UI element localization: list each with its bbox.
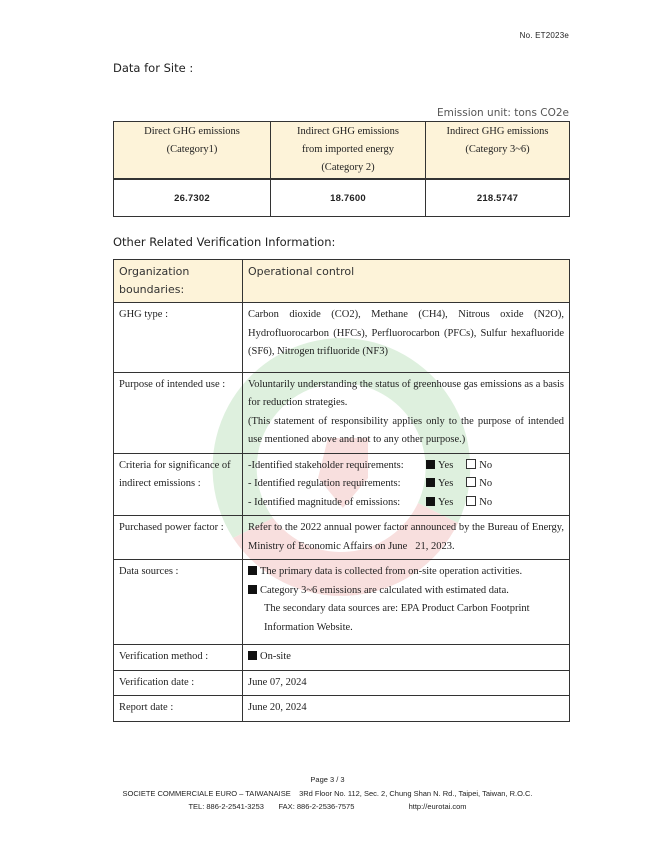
- criteria-regulation: - Identified regulation requirements: Yes No: [248, 478, 493, 489]
- checked-box-icon: [426, 497, 435, 506]
- boundaries-value: Operational control: [243, 260, 570, 303]
- boundaries-label: Organization boundaries:: [114, 260, 243, 303]
- report-date-value: June 20, 2024: [243, 696, 570, 722]
- ghg-type-label: GHG type :: [114, 303, 243, 373]
- tel: TEL: 886-2-2541-3253: [188, 802, 264, 811]
- purpose-value: [243, 372, 570, 453]
- company-address: SOCIETE COMMERCIALE EURO – TAIWANAISE 3Rd Floor No. 112, Sec. 2, Chung Shan N. Rd., Taipei, Taiwan, R.O.C.: [122, 789, 533, 798]
- row-boundaries: [114, 260, 570, 303]
- verification-info-table: [113, 259, 570, 722]
- verification-method-label: Verification method :: [114, 645, 243, 671]
- value-direct: 26.7302: [114, 179, 271, 217]
- criteria-magnitude: - Identified magnitude of emissions: Yes No: [248, 496, 493, 508]
- fax: FAX: 886-2-2536-7575: [278, 802, 355, 811]
- purpose-label: Purpose of intended use :: [114, 372, 243, 453]
- criteria-stakeholder: -Identified stakeholder requirements: Yes No: [248, 459, 493, 471]
- row-verification-method: [114, 645, 570, 671]
- verification-date-value: June 07, 2024: [243, 670, 570, 696]
- criteria-label: Criteria for significance of indirect emissions :: [114, 453, 243, 516]
- unchecked-box-icon: [466, 496, 476, 506]
- row-report-date: [114, 696, 570, 722]
- emissions-table: [113, 121, 570, 217]
- row-ghg-type: [114, 303, 570, 373]
- row-purpose: [114, 372, 570, 453]
- report-date-label: Report date :: [114, 696, 243, 722]
- checked-box-icon: [248, 651, 257, 660]
- checked-box-icon: [248, 585, 257, 594]
- checked-box-icon: [248, 566, 257, 575]
- purpose-text: Voluntarily understanding the status of greenhouse gas emissions as a basis for reduction strategies.: [248, 378, 564, 408]
- purpose-note: (This statement of responsibility applies only to the purpose of intended use mentioned above and not to any other purpose.): [248, 415, 564, 445]
- page-number: Page 3 / 3: [310, 775, 345, 784]
- power-factor-value: Refer to the 2022 annual power factor announced by the Bureau of Energy, Ministry of Economic Affairs on June 21, 2023.: [243, 516, 570, 560]
- other-info-title: Other Related Verification Information:: [113, 235, 336, 249]
- header-direct: Direct GHG emissions (Category1): [114, 122, 271, 180]
- power-factor-label: Purchased power factor :: [114, 516, 243, 560]
- verification-method-value: On-site: [243, 645, 570, 671]
- value-indirect-energy: 18.7600: [271, 179, 426, 217]
- checked-box-icon: [426, 460, 435, 469]
- document-number: No. ET2023e: [519, 31, 569, 40]
- data-sources-label: Data sources :: [114, 560, 243, 645]
- row-power-factor: [114, 516, 570, 560]
- row-verification-date: [114, 670, 570, 696]
- emissions-header-row: [114, 122, 570, 180]
- website-link[interactable]: http://eurotai.com: [408, 802, 467, 811]
- criteria-value: [243, 453, 570, 516]
- site-data-title: Data for Site :: [113, 61, 194, 75]
- row-data-sources: [114, 560, 570, 645]
- emission-unit: Emission unit: tons CO2e: [436, 107, 569, 119]
- emissions-value-row: [114, 179, 570, 217]
- verification-date-label: Verification date :: [114, 670, 243, 696]
- value-indirect-other: 218.5747: [426, 179, 570, 217]
- header-indirect-energy: Indirect GHG emissions from imported energy (Category 2): [271, 122, 426, 180]
- contact-line: [0, 802, 655, 811]
- data-sources-value: The primary data is collected from on-site operation activities. Category 3~6 emissions are calculated with estimated data. The secondary data sources are: EPA Product Carbon Footprint Information Website.: [243, 560, 570, 645]
- unchecked-box-icon: [466, 459, 476, 469]
- checked-box-icon: [426, 478, 435, 487]
- unchecked-box-icon: [466, 477, 476, 487]
- ghg-type-value: Carbon dioxide (CO2), Methane (CH4), Nitrous oxide (N2O), Hydrofluorocarbon (HFCs), Perfluorocarbon (PFCs), Sulfur hexafluoride (SF6), Nitrogen trifluoride (NF3): [243, 303, 570, 373]
- header-indirect-other: Indirect GHG emissions (Category 3~6): [426, 122, 570, 180]
- row-criteria: [114, 453, 570, 516]
